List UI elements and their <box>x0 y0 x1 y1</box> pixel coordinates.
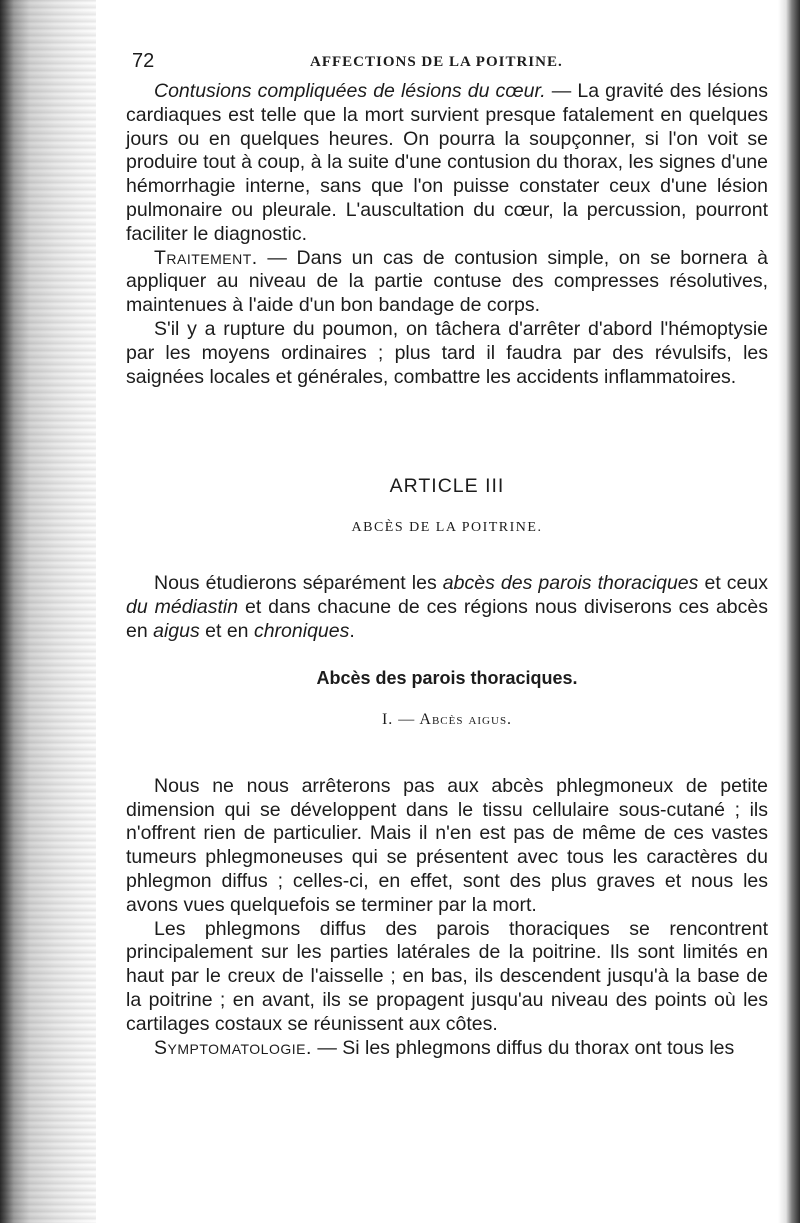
paragraph-text: S'il y a rupture du poumon, on tâchera d'arrêter d'abord l'hémoptysie par les moyens ordinaires ; plus tard il faudra par des révulsifs, les saignées locales et générales, combattre les accidents inflammatoires. <box>126 317 768 388</box>
paragraph-text: — Si les phlegmons diffus du thorax ont tous les <box>311 1036 735 1059</box>
italic-term: du médiastin <box>126 596 239 619</box>
running-head-title: AFFECTIONS DE LA POITRINE. <box>310 54 563 70</box>
text-run: et en <box>199 619 254 642</box>
paragraph-rupture-poumon <box>126 318 768 389</box>
article-title: ARTICLE III <box>389 475 505 498</box>
book-page <box>126 50 768 1060</box>
paragraph-text: — Dans un cas de contusion simple, on se bornera à appliquer au niveau de la partie contuse des compresses résolutives, maintenues à l'aide d'un bon bandage de corps. <box>126 246 768 317</box>
page-edge-shadow <box>778 0 800 1223</box>
text-run: et dans chacune de ces régions nous diviserons ces abcès en <box>126 596 768 642</box>
paragraph-text: — La gravité des lésions cardiaques est telle que la mort survient presque fatalement en quelques jours ou en quelques heures. On pourra la soupçonner, si l'on voit se produire tout à coup, à la suite d'une contusion du thorax, les signes d'une hémorrhagie interne, sans que l'on puisse constater ceux d'une lésion pulmonaire ou pleurale. L'auscultation du cœur, la percussion, pourront faciliter le diagnostic. <box>126 80 768 245</box>
paragraph-text: Nous ne nous arrêterons pas aux abcès phlegmoneux de petite dimension qui se développent dans le tissu cellulaire sous-cutané ; ils n'offrent rien de particulier. Mais il n'en est pas de même de ces vastes tumeurs phlegmoneuses qui se présentent avec tous les caractères du phlegmon diffus ; celles-ci, en effet, sont des plus graves et nous les avons vues quelquefois se terminer par la mort. <box>126 774 768 916</box>
italic-term: abcès des parois thoraciques <box>442 572 699 595</box>
paragraph-text: Les phlegmons diffus des parois thoraciques se rencontrent principalement sur les parties latérales de la poitrine. Ils sont limités en haut par le creux de l'aisselle ; en bas, ils descendent jusqu'à la base de la poitrine ; en avant, ils se propagent jusqu'au niveau des points où les cartilages costaux se réunissent aux côtes. <box>126 917 768 1035</box>
running-head <box>126 50 768 74</box>
italic-term: aigus <box>153 619 200 642</box>
section-title: Abcès des parois thoraciques. <box>316 667 578 688</box>
text-run: Nous étudierons séparément les <box>154 572 443 595</box>
paragraph-lead-smallcaps: Traitement. <box>154 246 258 269</box>
book-spine-shadow <box>0 0 96 1223</box>
paragraph-introduction <box>126 572 768 643</box>
article-subtitle: ABCÈS DE LA POITRINE. <box>351 520 543 536</box>
paragraph-contusions-coeur <box>126 80 768 247</box>
paragraph-heading-italic: Contusions compliquées de lésions du cœur. <box>154 80 546 102</box>
paragraph-symptomatologie <box>126 1037 768 1061</box>
text-run: . <box>349 619 355 642</box>
italic-term: chroniques <box>253 619 350 642</box>
paragraph-traitement <box>126 247 768 318</box>
text-run: et ceux <box>698 572 768 595</box>
page-number: 72 <box>132 50 155 72</box>
paragraph-lead-smallcaps: Symptomatologie. <box>154 1036 312 1059</box>
paragraph-abces-phlegmoneux <box>126 775 768 918</box>
paragraph-phlegmons-diffus <box>126 918 768 1037</box>
subsection-title: I. — Abcès aigus. <box>381 710 513 728</box>
